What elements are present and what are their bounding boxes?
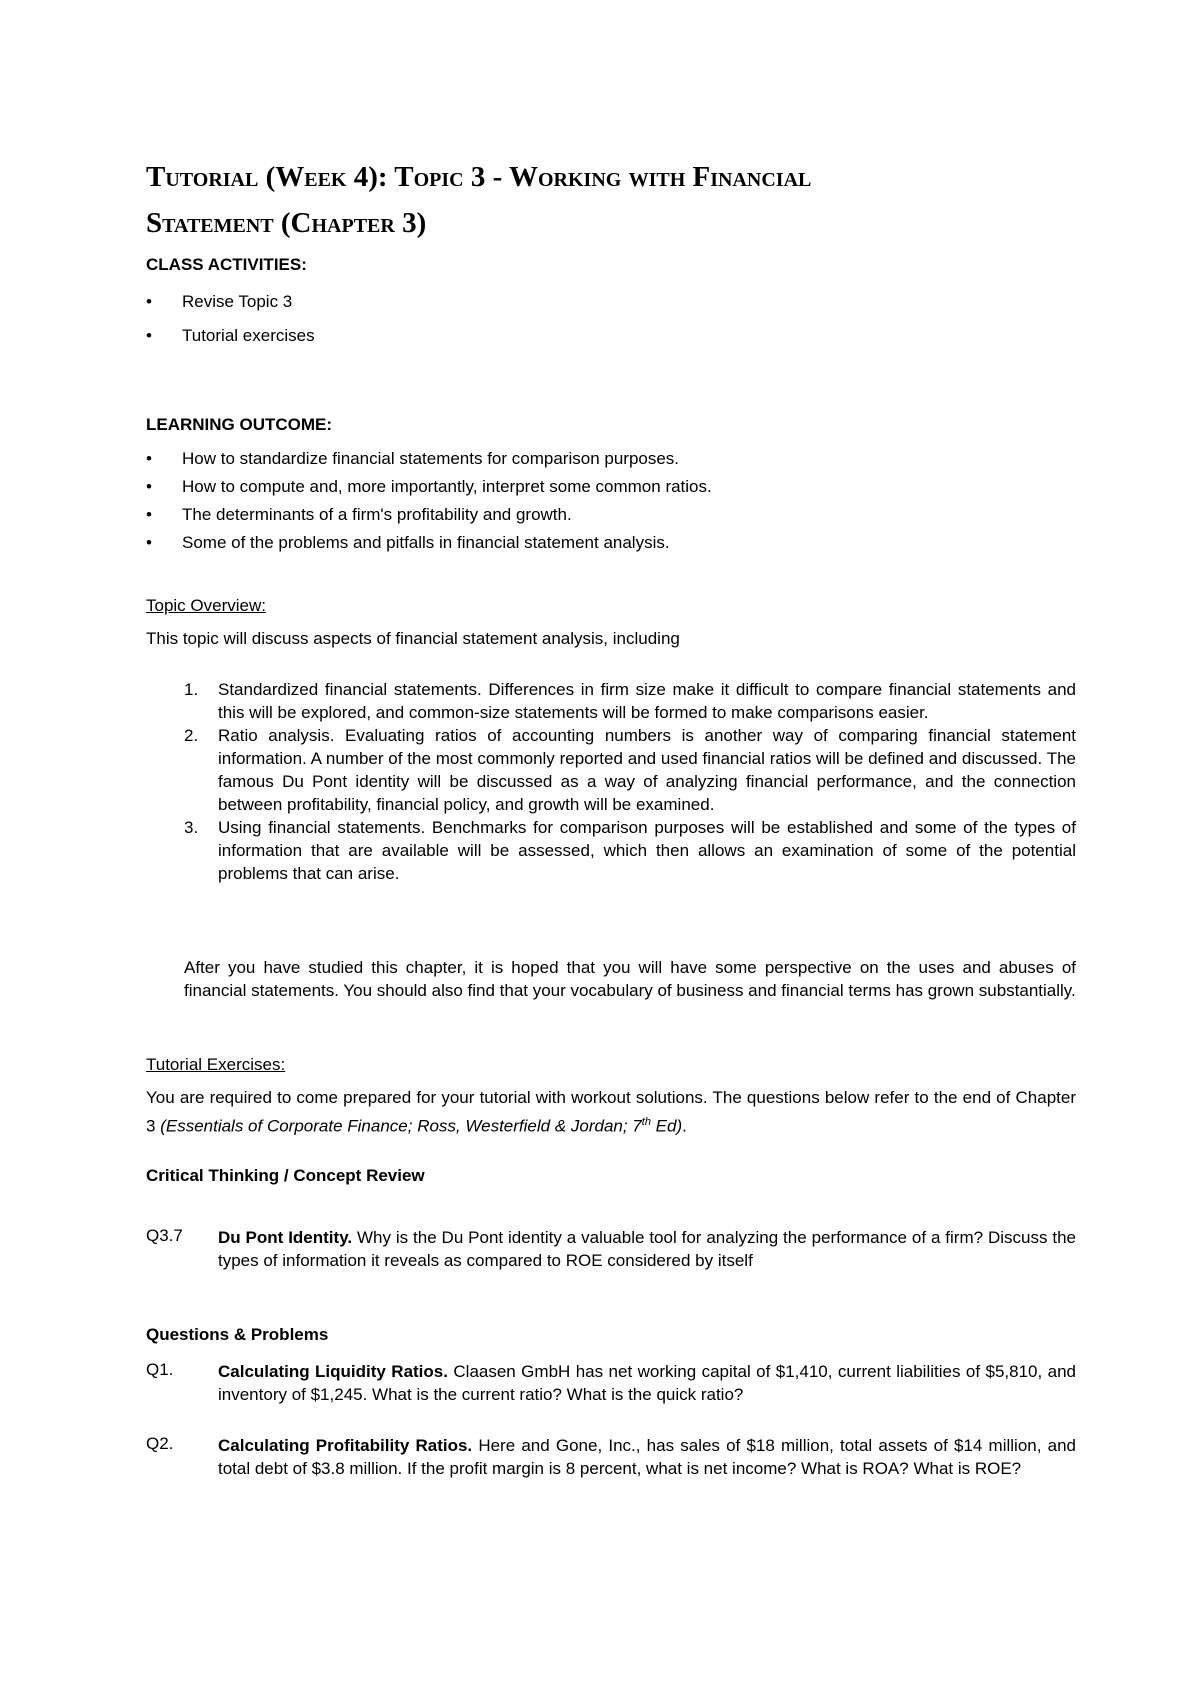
- list-item: 3. Using financial statements. Benchmarks for comparison purposes will be established and some of the types of information that are available will be assessed, which then allows an examination of some of the potential problems that can arise.: [184, 818, 1076, 883]
- critical-thinking-heading: Critical Thinking / Concept Review: [146, 1166, 425, 1185]
- question-number: Q1.: [146, 1360, 174, 1379]
- class-activities-heading: CLASS ACTIVITIES:: [146, 255, 307, 274]
- questions-problems-heading: Questions & Problems: [146, 1325, 329, 1344]
- tutorial-exercises-text: You are required to come prepared for your tutorial with workout solutions. The questions below refer to the end of Chapter 3 (Essentials of Corporate Finance; Ross, Westerfield & Jordan; 7th Ed).: [146, 1088, 1076, 1136]
- topic-overview-label: Topic Overview:: [146, 596, 266, 615]
- list-item: • Tutorial exercises: [146, 322, 315, 350]
- learning-outcome-list: [146, 445, 712, 557]
- list-item: • How to compute and, more importantly, interpret some common ratios.: [146, 473, 712, 501]
- list-item: • Some of the problems and pitfalls in financial statement analysis.: [146, 529, 712, 557]
- question-q3-7: Q3.7 Du Pont Identity. Why is the Du Pont identity a valuable tool for analyzing the performance of a firm? Discuss the types of information it reveals as compared to ROE considered by itself: [146, 1226, 1076, 1270]
- title-line-1: Tutorial (Week 4): Topic 3 - Working with Financial: [146, 161, 812, 193]
- topic-overview-intro: This topic will discuss aspects of financial statement analysis, including: [146, 629, 680, 648]
- topic-overview-closing: After you have studied this chapter, it is hoped that you will have some perspective on the uses and abuses of financial statements. You should also find that your vocabulary of business and financial terms has grown substantially.: [184, 958, 1076, 1000]
- learning-outcome-heading: LEARNING OUTCOME:: [146, 415, 333, 434]
- list-item: • Revise Topic 3: [146, 288, 315, 316]
- list-item: • The determinants of a firm's profitability and growth.: [146, 501, 712, 529]
- question-number: Q2.: [146, 1434, 174, 1453]
- question-q1: Q1. Calculating Liquidity Ratios. Claasen GmbH has net working capital of $1,410, current liabilities of $5,810, and inventory of $1,245. What is the current ratio? What is the quick ratio?: [146, 1360, 1076, 1404]
- tutorial-exercises-label: Tutorial Exercises:: [146, 1055, 286, 1074]
- question-number: Q3.7: [146, 1226, 183, 1245]
- list-item: 1. Standardized financial statements. Differences in firm size make it difficult to compare financial statements and this will be explored, and common-size statements will be formed to make comparisons easier.: [184, 680, 1076, 722]
- class-activities-list: [146, 288, 315, 350]
- list-item: 2. Ratio analysis. Evaluating ratios of accounting numbers is another way of comparing financial statement information. A number of the most commonly reported and used financial ratios will be defined and discussed. The famous Du Pont identity will be discussed as a way of analyzing financial performance, and the connection between profitability, financial policy, and growth will be examined.: [184, 726, 1076, 814]
- question-q2: Q2. Calculating Profitability Ratios. Here and Gone, Inc., has sales of $18 million, total assets of $14 million, and total debt of $3.8 million. If the profit margin is 8 percent, what is net income? What is ROA? What is ROE?: [146, 1434, 1076, 1478]
- page-title: [146, 154, 1046, 246]
- list-item: • How to standardize financial statements for comparison purposes.: [146, 445, 712, 473]
- title-line-2: Statement (Chapter 3): [146, 207, 427, 239]
- topic-overview-list: [146, 678, 1076, 885]
